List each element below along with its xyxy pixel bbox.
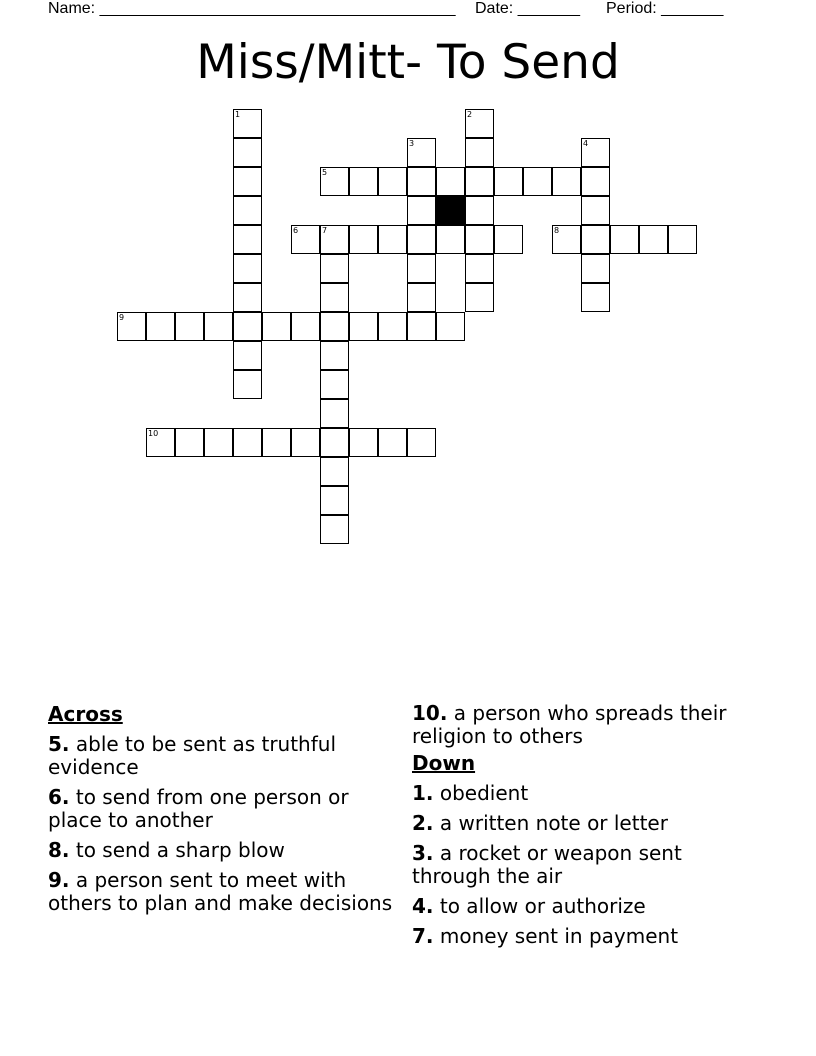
crossword-cell[interactable] [639, 225, 668, 254]
crossword-cell[interactable] [552, 225, 581, 254]
crossword-cell[interactable] [581, 254, 610, 283]
clue-number-label: 8 [554, 226, 560, 235]
clue-across-5 [48, 733, 398, 779]
crossword-cell[interactable] [378, 167, 407, 196]
crossword-cell[interactable] [581, 138, 610, 167]
crossword-cell[interactable] [465, 138, 494, 167]
crossword-cell[interactable] [668, 225, 697, 254]
crossword-cell[interactable] [610, 225, 639, 254]
crossword-cell[interactable] [233, 341, 262, 370]
crossword-cell[interactable] [204, 428, 233, 457]
crossword-cell[interactable] [465, 109, 494, 138]
crossword-cell[interactable] [233, 196, 262, 225]
crossword-cell[interactable] [436, 225, 465, 254]
crossword-cell[interactable] [465, 254, 494, 283]
crossword-cell[interactable] [581, 196, 610, 225]
clue-number: 8. [48, 838, 70, 862]
crossword-cell[interactable] [291, 225, 320, 254]
clues-column-right [412, 702, 762, 955]
crossword-cell[interactable] [262, 312, 291, 341]
crossword-cell[interactable] [146, 428, 175, 457]
crossword-cell[interactable] [349, 312, 378, 341]
crossword-cell[interactable] [349, 225, 378, 254]
clue-down-1 [412, 782, 762, 805]
clue-down-3 [412, 842, 762, 888]
clue-across-6 [48, 786, 398, 832]
clue-number: 9. [48, 868, 70, 892]
crossword-cell[interactable] [465, 283, 494, 312]
crossword-cell[interactable] [117, 312, 146, 341]
crossword-cell[interactable] [378, 428, 407, 457]
crossword-cell[interactable] [233, 370, 262, 399]
crossword-cell[interactable] [320, 167, 349, 196]
clue-number: 6. [48, 785, 70, 809]
clue-across-9 [48, 869, 398, 915]
crossword-cell[interactable] [320, 312, 349, 341]
crossword-cell[interactable] [407, 312, 436, 341]
crossword-cell[interactable] [378, 225, 407, 254]
clues-column-left [48, 702, 398, 922]
page-title: Miss/Mitt- To Send [196, 35, 620, 90]
crossword-cell[interactable] [320, 341, 349, 370]
clue-across-8 [48, 839, 398, 862]
clue-across-10 [412, 702, 762, 748]
crossword-cell[interactable] [436, 167, 465, 196]
crossword-block-cell [436, 196, 465, 225]
crossword-cell[interactable] [407, 428, 436, 457]
crossword-cell[interactable] [349, 428, 378, 457]
date-field-label: Date: _______ [475, 0, 580, 17]
crossword-cell[interactable] [204, 312, 233, 341]
crossword-cell[interactable] [581, 167, 610, 196]
clue-text: a written note or letter [439, 811, 668, 835]
crossword-cell[interactable] [233, 138, 262, 167]
crossword-cell[interactable] [378, 312, 407, 341]
clue-number-label: 10 [148, 429, 159, 438]
crossword-cell[interactable] [407, 283, 436, 312]
crossword-cell[interactable] [320, 370, 349, 399]
crossword-cell[interactable] [407, 138, 436, 167]
crossword-cell[interactable] [581, 225, 610, 254]
clue-text: to send a sharp blow [75, 838, 285, 862]
crossword-cell[interactable] [407, 196, 436, 225]
clue-number-label: 4 [583, 139, 589, 148]
crossword-cell[interactable] [494, 167, 523, 196]
clue-text: obedient [439, 781, 529, 805]
crossword-cell[interactable] [436, 312, 465, 341]
crossword-cell[interactable] [523, 167, 552, 196]
crossword-cell[interactable] [233, 312, 262, 341]
crossword-cell[interactable] [320, 225, 349, 254]
crossword-cell[interactable] [465, 167, 494, 196]
crossword-cell[interactable] [407, 167, 436, 196]
crossword-cell[interactable] [320, 515, 349, 544]
crossword-cell[interactable] [320, 457, 349, 486]
clue-text: a person sent to meet with others to plan and make decisions [48, 868, 393, 915]
crossword-cell[interactable] [291, 312, 320, 341]
crossword-cell[interactable] [233, 283, 262, 312]
across-heading: Across [48, 702, 123, 726]
crossword-cell[interactable] [320, 486, 349, 515]
crossword-cell[interactable] [320, 399, 349, 428]
clue-number-label: 3 [409, 139, 415, 148]
clue-text: a rocket or weapon sent through the air [412, 841, 682, 888]
crossword-cell[interactable] [494, 225, 523, 254]
crossword-cell[interactable] [291, 428, 320, 457]
crossword-cell[interactable] [233, 167, 262, 196]
clue-text: able to be sent as truthful evidence [48, 732, 337, 779]
clue-down-4 [412, 895, 762, 918]
period-field-label: Period: _______ [606, 0, 724, 17]
clue-number-label: 1 [235, 110, 241, 119]
clue-down-2 [412, 812, 762, 835]
crossword-cell[interactable] [233, 428, 262, 457]
clue-number-label: 5 [322, 168, 328, 177]
crossword-cell[interactable] [320, 254, 349, 283]
clue-number-label: 9 [119, 313, 125, 322]
clue-number: 5. [48, 732, 70, 756]
crossword-cell[interactable] [349, 167, 378, 196]
crossword-cell[interactable] [465, 196, 494, 225]
clue-text: a person who spreads their religion to others [412, 701, 727, 748]
down-heading: Down [412, 751, 476, 775]
crossword-cell[interactable] [407, 254, 436, 283]
clue-number: 7. [412, 924, 434, 948]
clue-number-label: 2 [467, 110, 473, 119]
clue-number: 2. [412, 811, 434, 835]
clue-text: money sent in payment [439, 924, 679, 948]
crossword-cell[interactable] [552, 167, 581, 196]
crossword-cell[interactable] [581, 283, 610, 312]
crossword-cell[interactable] [233, 109, 262, 138]
crossword-cell[interactable] [465, 225, 494, 254]
clue-number-label: 6 [293, 226, 299, 235]
clue-number: 3. [412, 841, 434, 865]
crossword-cell[interactable] [320, 283, 349, 312]
name-field-label: Name: ________________________________________ [48, 0, 456, 17]
clue-number: 1. [412, 781, 434, 805]
clue-text: to allow or authorize [439, 894, 646, 918]
crossword-cell[interactable] [233, 225, 262, 254]
crossword-cell[interactable] [320, 428, 349, 457]
clue-number: 4. [412, 894, 434, 918]
clue-number-label: 7 [322, 226, 328, 235]
crossword-cell[interactable] [175, 312, 204, 341]
crossword-cell[interactable] [175, 428, 204, 457]
clue-down-7 [412, 925, 762, 948]
clue-text: to send from one person or place to another [48, 785, 349, 832]
crossword-cell[interactable] [233, 254, 262, 283]
crossword-cell[interactable] [407, 225, 436, 254]
crossword-cell[interactable] [146, 312, 175, 341]
crossword-cell[interactable] [262, 428, 291, 457]
clue-number: 10. [412, 701, 448, 725]
